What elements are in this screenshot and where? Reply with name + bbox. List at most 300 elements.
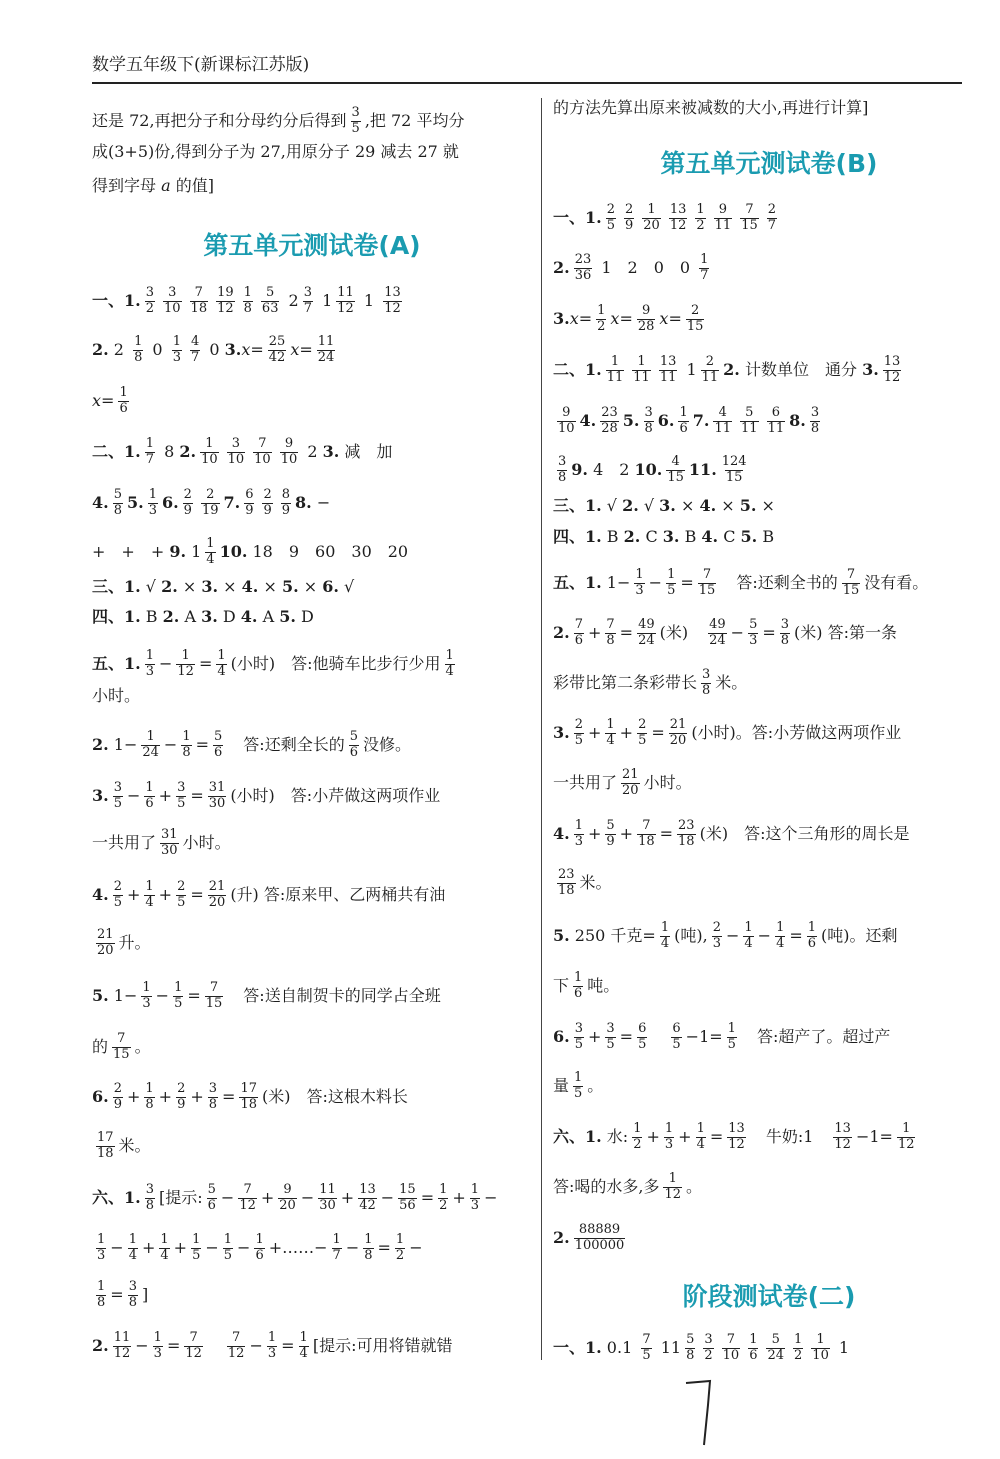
item-label: 8.	[789, 411, 806, 431]
numerator: 7	[194, 285, 203, 300]
text-run: +	[260, 1188, 275, 1208]
denominator: 15	[667, 469, 684, 485]
denominator: 15	[842, 582, 860, 598]
text-run: +	[126, 885, 141, 905]
numerator: 3	[704, 1332, 713, 1347]
text-run: +	[158, 1087, 173, 1107]
denominator: 10	[227, 451, 245, 467]
text-run: =	[198, 654, 213, 674]
fraction	[632, 355, 651, 386]
numerator: 5	[771, 1332, 780, 1347]
denominator: 24	[709, 632, 726, 648]
denominator: 10	[722, 1347, 740, 1363]
item-label: 9.	[571, 460, 588, 480]
fraction	[574, 253, 593, 284]
item-label: 6.	[322, 577, 339, 596]
item-label: 2.	[161, 577, 178, 596]
numerator: 5	[686, 1332, 695, 1347]
numerator: 1	[172, 334, 181, 349]
denominator: 20	[643, 217, 660, 233]
text-run: 小时。	[182, 833, 231, 853]
denominator: 15	[113, 1046, 130, 1062]
numerator: 1	[664, 1121, 674, 1136]
numerator: 7	[258, 436, 267, 451]
denominator: 2	[145, 300, 154, 316]
text-run: −	[249, 1336, 263, 1356]
denominator: 6	[145, 795, 154, 811]
text-run: +	[141, 1238, 156, 1258]
text-run: −	[380, 1188, 395, 1208]
fraction	[678, 406, 688, 437]
item-label: 二、1.	[553, 360, 602, 380]
answer-line	[92, 437, 392, 468]
text-run: (小时)。答:小芳做这两项作业	[691, 723, 902, 743]
denominator: 5	[177, 894, 186, 910]
text-run: 4 2	[587, 460, 635, 480]
denominator: 18	[240, 1096, 257, 1112]
fraction	[239, 1082, 258, 1113]
denominator: 8	[364, 1247, 373, 1263]
fraction	[176, 1082, 186, 1113]
denominator: 11	[659, 369, 677, 385]
numerator: 1	[97, 1232, 106, 1247]
numerator: 3	[168, 285, 177, 300]
fraction	[637, 819, 656, 850]
text-run: 。	[587, 1076, 604, 1096]
answer-line	[92, 1233, 423, 1264]
text-run: =	[680, 573, 694, 593]
numerator: 4	[190, 334, 200, 349]
text-run: D	[295, 607, 314, 626]
denominator: 5	[574, 1036, 583, 1052]
answer-line	[553, 868, 612, 899]
answer-line	[553, 253, 713, 284]
text-run: =	[789, 926, 803, 946]
fraction	[605, 618, 615, 649]
fraction	[201, 488, 220, 519]
numerator: 1	[470, 1182, 480, 1197]
item-label: 3.	[201, 577, 219, 596]
denominator: 5	[113, 795, 122, 811]
fraction	[669, 718, 688, 749]
denominator: 42	[268, 349, 286, 365]
denominator: 28	[601, 420, 618, 436]
fraction	[637, 618, 656, 649]
denominator: 7	[332, 1247, 341, 1263]
text-run: 答:还剩全书的	[720, 573, 838, 593]
text-run: −	[135, 1336, 149, 1356]
text-run: −	[155, 986, 170, 1006]
text-run: −	[110, 1238, 124, 1258]
numerator: 11	[113, 1330, 131, 1345]
fraction	[145, 649, 155, 680]
answer-line	[92, 1280, 148, 1311]
numerator: 1	[182, 729, 191, 744]
denominator: 8	[208, 1096, 218, 1112]
text-run: =	[709, 1127, 724, 1147]
numerator: 9	[284, 436, 294, 451]
fraction	[574, 718, 584, 749]
fraction	[606, 355, 625, 386]
fraction	[605, 819, 615, 850]
fraction	[663, 1172, 682, 1203]
fraction	[227, 1331, 246, 1362]
fraction	[883, 355, 902, 386]
fraction	[470, 1183, 480, 1214]
fraction	[207, 1183, 217, 1214]
fraction	[714, 203, 733, 234]
numerator: 1	[205, 436, 214, 451]
numerator: 1	[206, 536, 215, 551]
answer-line	[92, 144, 459, 160]
fraction	[118, 386, 128, 417]
variable: x	[290, 340, 300, 360]
item-label: 六、1.	[92, 1188, 141, 1208]
numerator: 17	[240, 1081, 257, 1096]
answer-line	[92, 609, 314, 625]
item-label: 4.	[92, 885, 109, 905]
text-run: 250 千克=	[569, 926, 656, 946]
numerator: 7	[642, 1332, 651, 1347]
text-run: 11	[655, 1338, 682, 1358]
denominator: 3	[470, 1197, 480, 1213]
text-run: 小时。	[643, 773, 692, 793]
answer-line	[92, 1183, 497, 1214]
numerator: 3	[145, 285, 154, 300]
text-run: 的值]	[170, 176, 214, 195]
denominator: 2	[597, 318, 606, 334]
answer-line	[553, 304, 708, 335]
answer-line	[553, 668, 747, 699]
item-label: 4.	[92, 493, 109, 513]
fraction	[176, 880, 186, 911]
text-run: +……−	[268, 1238, 328, 1258]
fraction	[128, 1280, 138, 1311]
text-run: =	[101, 391, 115, 411]
fraction	[637, 304, 656, 335]
answer-line	[92, 335, 339, 366]
denominator: 12	[664, 1186, 682, 1202]
fraction	[438, 1183, 448, 1214]
fraction	[268, 335, 287, 366]
denominator: 12	[728, 1136, 745, 1152]
fraction	[128, 1233, 138, 1264]
fraction	[634, 568, 644, 599]
denominator: 10	[280, 451, 298, 467]
fraction	[810, 406, 820, 437]
denominator: 5	[642, 1347, 651, 1363]
denominator: 4	[299, 1345, 308, 1361]
numerator: 13	[659, 354, 677, 369]
denominator: 12	[883, 369, 901, 385]
numerator: 1	[142, 980, 151, 995]
text-run: +	[126, 1087, 141, 1107]
fraction	[748, 618, 758, 649]
text-run: 。	[686, 1177, 703, 1197]
fraction	[721, 455, 748, 486]
numerator: 9	[283, 1182, 292, 1197]
numerator: 1	[153, 1330, 162, 1345]
numerator: 3	[558, 454, 567, 469]
denominator: 3	[635, 582, 644, 598]
denominator: 3	[97, 1247, 106, 1263]
numerator: 11	[319, 1182, 336, 1197]
fraction	[133, 335, 143, 366]
text-run: =	[668, 309, 682, 329]
fraction	[748, 1333, 758, 1364]
fraction	[727, 1122, 746, 1153]
text-run: =	[762, 623, 776, 643]
numerator: 1	[727, 1021, 736, 1036]
denominator: 20	[669, 732, 687, 748]
denominator: 11	[714, 217, 732, 233]
answer-line	[92, 1032, 151, 1063]
numerator: 2	[574, 717, 583, 732]
answer-line	[553, 718, 901, 749]
numerator: 1	[145, 879, 154, 894]
text-run: −	[163, 735, 178, 755]
text-run: ×	[258, 577, 282, 596]
text-run: C	[640, 527, 663, 546]
item-label: 2.	[92, 1336, 109, 1356]
fraction	[160, 828, 179, 859]
denominator: 3	[153, 1345, 162, 1361]
fraction	[686, 304, 705, 335]
text-run: +	[587, 824, 602, 844]
text-run: A	[179, 607, 202, 626]
denominator: 12	[113, 1345, 131, 1361]
text-run: 吨。	[587, 976, 620, 996]
numerator: 3	[606, 1021, 615, 1036]
denominator: 10	[558, 420, 575, 436]
denominator: 6	[207, 1197, 216, 1213]
page-header: 数学五年级下(新课标江苏版)	[92, 55, 310, 75]
text-run: √	[638, 496, 660, 515]
numerator: 1	[794, 1332, 803, 1347]
fraction	[897, 1122, 916, 1153]
item-label: 3.	[659, 496, 676, 515]
numerator: 7	[232, 1330, 241, 1345]
denominator: 15	[698, 582, 716, 598]
denominator: 56	[399, 1197, 416, 1213]
answer-line	[553, 1172, 702, 1203]
text-run: −	[730, 623, 745, 643]
denominator: 3	[267, 1345, 277, 1361]
denominator: 12	[669, 217, 687, 233]
denominator: 9	[263, 502, 272, 518]
text-run: +	[587, 623, 602, 643]
denominator: 18	[678, 833, 695, 849]
answer-line	[553, 921, 898, 952]
numerator: 7	[606, 617, 615, 632]
numerator: 1	[647, 202, 656, 217]
denominator: 5	[351, 120, 360, 136]
numerator: 1	[597, 303, 606, 318]
answer-line	[553, 406, 824, 437]
fraction	[262, 488, 272, 519]
denominator: 4	[696, 1136, 705, 1152]
item-label: 4.	[701, 527, 719, 546]
denominator: 3	[172, 349, 181, 365]
denominator: 15	[725, 469, 743, 485]
item-label: 10.	[634, 460, 663, 480]
fraction	[696, 1122, 706, 1153]
numerator: 3	[702, 667, 711, 682]
numerator: 1	[145, 436, 154, 451]
numerator: 1	[744, 920, 753, 935]
answer-line	[553, 455, 752, 486]
item-label: 四、1.	[553, 527, 602, 546]
text-run: 米。	[118, 1136, 151, 1156]
answer-line	[92, 106, 464, 137]
text-run: 答:喝的水多,多	[553, 1177, 660, 1197]
numerator: 1	[160, 1232, 169, 1247]
fraction	[216, 649, 226, 680]
numerator: 1	[439, 1182, 448, 1197]
numerator: 2	[767, 202, 777, 217]
fraction	[708, 618, 727, 649]
fraction	[573, 971, 583, 1002]
denominator: 12	[185, 1345, 202, 1361]
variable: x	[610, 309, 620, 329]
item-label: 5.	[739, 496, 757, 515]
text-run	[207, 1338, 223, 1354]
denominator: 18	[97, 1145, 114, 1161]
denominator: 8	[134, 349, 143, 365]
fraction	[767, 203, 777, 234]
item-label: 2.	[162, 607, 180, 626]
text-run: 8	[159, 442, 180, 462]
item-label: 4.	[699, 496, 717, 515]
text-run: −	[237, 1238, 251, 1258]
fraction	[398, 1183, 417, 1214]
text-run: (升) 答:原来甲、乙两桶共有油	[230, 885, 446, 905]
fraction	[713, 406, 732, 437]
item-label: 三、1.	[553, 496, 602, 515]
denominator: 18	[190, 300, 208, 316]
numerator: 7	[726, 1332, 736, 1347]
text-run: 没有看。	[864, 573, 929, 593]
text-run: [提示:可用将错就错	[312, 1336, 453, 1356]
numerator: 23	[574, 252, 592, 267]
numerator: 5	[214, 729, 223, 744]
denominator: 2	[395, 1247, 405, 1263]
numerator: 19	[217, 285, 234, 300]
fraction	[807, 921, 817, 952]
item-label: 5.	[281, 577, 299, 596]
fraction	[227, 437, 246, 468]
numerator: 3	[303, 285, 313, 300]
numerator: 7	[189, 1330, 198, 1345]
fraction	[740, 406, 759, 437]
text-run: −	[725, 926, 740, 946]
numerator: 3	[644, 405, 653, 420]
fraction	[557, 406, 576, 437]
text-run: 1	[358, 291, 380, 311]
denominator: 10	[254, 451, 271, 467]
fraction	[606, 203, 616, 234]
item-label: 五、1.	[92, 654, 141, 674]
numerator: 4	[671, 454, 680, 469]
denominator: 8	[243, 300, 252, 316]
text-run: D	[217, 607, 241, 626]
numerator: 5	[207, 1182, 216, 1197]
numerator: 2	[206, 487, 215, 502]
answer-line	[92, 488, 330, 519]
numerator: 23	[678, 818, 695, 833]
text-run: =	[281, 1336, 295, 1356]
answer-line	[553, 768, 692, 799]
answer-line	[92, 537, 408, 568]
text-run: 彩带比第二条彩带长	[553, 673, 698, 693]
denominator: 8	[182, 744, 191, 760]
denominator: 10	[812, 1347, 829, 1363]
fraction	[641, 1333, 651, 1364]
answer-line	[92, 730, 411, 761]
variable: a	[161, 176, 171, 195]
denominator: 5	[638, 732, 647, 748]
denominator: 11	[701, 369, 719, 385]
fraction	[605, 718, 615, 749]
denominator: 6	[679, 420, 688, 436]
fraction	[574, 819, 584, 850]
answer-line	[92, 178, 214, 194]
numerator: 7	[846, 567, 856, 582]
item-label: 3.	[201, 607, 218, 626]
fraction	[190, 335, 200, 366]
numerator: 1	[679, 405, 688, 420]
answer-line	[92, 880, 445, 911]
item-label: 7.	[223, 493, 241, 513]
denominator: 6	[749, 1347, 758, 1363]
denominator: 7	[303, 300, 313, 316]
text-run: 还是 72,再把分子和分母约分后得到	[92, 111, 347, 131]
item-label: 一、1.	[553, 208, 602, 228]
fraction	[701, 668, 711, 699]
numerator: 3	[145, 1182, 154, 1197]
numerator: 1	[660, 920, 670, 935]
denominator: 24	[142, 744, 159, 760]
numerator: 31	[161, 827, 178, 842]
numerator: 7	[642, 818, 651, 833]
text-run: B	[601, 527, 624, 546]
denominator: 19	[201, 502, 219, 518]
fraction	[600, 406, 619, 437]
denominator: 9	[245, 502, 254, 518]
fraction	[200, 437, 219, 468]
numerator: 21	[669, 717, 687, 732]
item-label: 5.	[740, 527, 758, 546]
text-run: √	[140, 577, 162, 596]
item-label: 5.	[622, 411, 640, 431]
item-label: 4.	[553, 824, 570, 844]
numerator: 1	[574, 818, 583, 833]
denominator: 5	[113, 894, 122, 910]
answer-line	[553, 203, 781, 234]
denominator: 12	[384, 300, 401, 316]
numerator: 17	[97, 1130, 114, 1145]
denominator: 4	[128, 1247, 137, 1263]
text-run: 答:超产了。超过产	[740, 1027, 891, 1047]
text-run: 没修。	[362, 735, 411, 755]
fraction	[660, 921, 670, 952]
text-run: −	[126, 786, 141, 806]
text-run: 0.1	[601, 1338, 638, 1358]
fraction	[358, 1183, 377, 1214]
fraction	[153, 1331, 163, 1362]
item-label: 2.	[553, 1228, 570, 1248]
answer-line	[553, 1333, 849, 1364]
